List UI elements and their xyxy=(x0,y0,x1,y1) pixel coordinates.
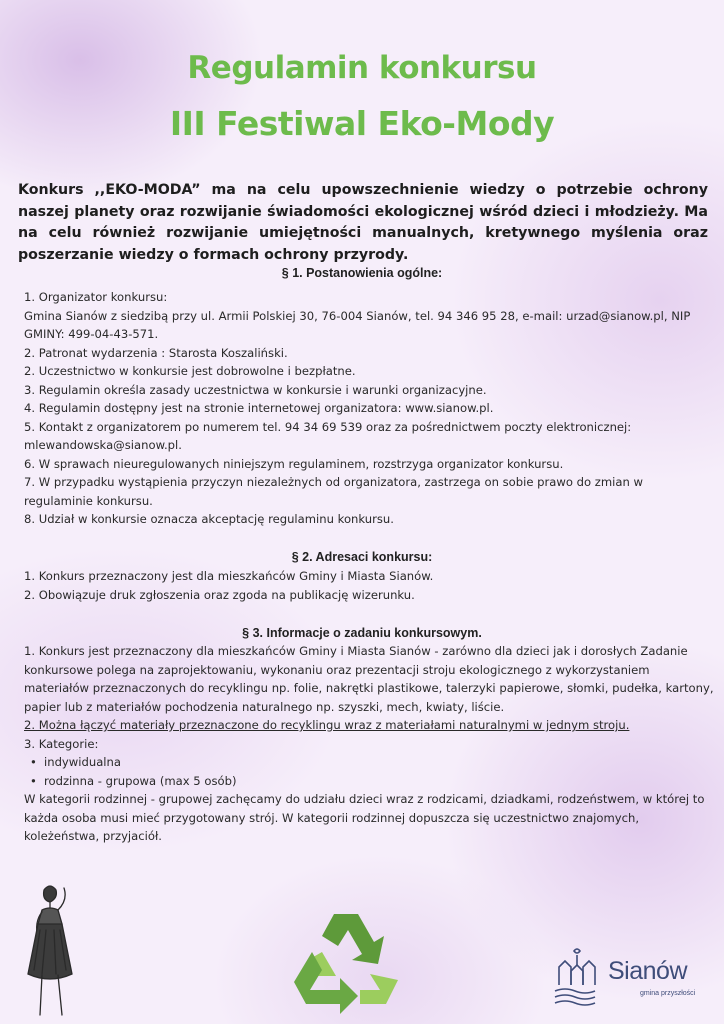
list-item: 2. Uczestnictwo w konkursie jest dobrowolne i bezpłatne. xyxy=(24,364,356,378)
list-item: 1. Konkurs przeznaczony jest dla mieszkańców Gminy i Miasta Sianów. xyxy=(24,569,434,583)
list-item: 5. Kontakt z organizatorem po numerem tel. 94 34 69 539 oraz za pośrednictwem poczty elektronicznej: mlewandowska@sianow.pl. xyxy=(24,419,632,452)
intro-paragraph: Konkurs ,,EKO-MODA” ma na celu upowszechnienie wiedzy o potrzebie ochrony naszej planety oraz rozwijanie świadomości ekologicznej wśród dzieci i młodzieży. Ma na celu również rozwijanie umiejętności manualnych, kretywnego myślenia oraz poszerzanie wiedzy o formach ochrony przyrody. xyxy=(18,182,708,263)
list-item: 4. Regulamin dostępny jest na stronie internetowej organizatora: www.sianow.pl. xyxy=(24,401,494,415)
section-2-list xyxy=(24,567,714,604)
section-3-heading: § 3. Informacje o zadaniu konkursowym. xyxy=(242,626,482,640)
category-bullet: • rodzinna - grupowa (max 5 osób) xyxy=(24,772,714,791)
list-item: 1. Organizator konkursu: xyxy=(24,290,168,304)
logo-name: Sianów xyxy=(608,957,687,985)
list-item: 8. Udział w konkursie oznacza akceptację regulaminu konkursu. xyxy=(24,512,394,526)
title-line-1: Regulamin konkursu xyxy=(187,50,537,86)
underlined-paragraph: 2. Można łączyć materiały przeznaczone do recyklingu wraz z materiałami naturalnymi w jednym stroju. xyxy=(24,718,630,732)
section-2-heading: § 2. Adresaci konkursu: xyxy=(291,550,433,564)
section-1-heading: § 1. Postanowienia ogólne: xyxy=(281,266,443,280)
title-line-2: III Festiwal Eko-Mody xyxy=(169,104,555,143)
list-item: 6. W sprawach nieuregulowanych niniejszym regulaminem, rozstrzyga organizator konkursu. xyxy=(24,456,564,471)
recycle-icon xyxy=(288,908,404,1018)
fashion-figure-illustration xyxy=(14,880,86,1020)
section-1-list xyxy=(24,288,714,529)
paragraph: 3. Kategorie: xyxy=(24,736,99,751)
section-3-body xyxy=(24,642,714,846)
list-item: 2. Patronat wydarzenia : Starosta Koszaliński. xyxy=(24,345,288,360)
list-item: Gmina Sianów z siedzibą przy ul. Armii Polskiej 30, 76-004 Sianów, tel. 94 346 95 28, e-mail: urzad@sianow.pl, NIP GMINY: 499-04-43-571. xyxy=(24,308,691,341)
category-bullet: • indywidualna xyxy=(24,753,714,772)
list-item: 3. Regulamin określa zasady uczestnictwa w konkursie i warunki organizacyjne. xyxy=(24,382,487,397)
paragraph: W kategorii rodzinnej - grupowej zachęcamy do udziału dzieci wraz z rodzicami, dziadkami, rodzeństwem, w której to każda osoba musi mieć przygotowany strój. W kategorii rodzinnej dopuszcza się uczestnictwo znajomych, koleżeństwa, przyjaciół. xyxy=(24,792,705,843)
list-item: 7. W przypadku wystąpienia przyczyn niezależnych od organizatora, zastrzega on sobie prawo do zmian w regulaminie konkursu. xyxy=(24,475,643,508)
paragraph: 1. Konkurs jest przeznaczony dla mieszkańców Gminy i Miasta Sianów - zarówno dla dzieci jak i dorosłych Zadanie konkursowe polega na zaprojektowaniu, wykonaniu oraz prezentacji stroju ekologicznego z wykorzystaniem materiałów przeznaczonych do recyklingu np. folie, nakrętki plastikowe, talerzyki papierowe, słomki, pudełka, kartony, papier lub z materiałów pochodzenia naturalnego np. szyszki, mech, kwiaty, liście. xyxy=(24,644,714,714)
logo-tagline: gmina przyszłości xyxy=(640,990,696,997)
list-item: 2. Obowiązuje druk zgłoszenia oraz zgoda na publikację wizerunku. xyxy=(24,587,415,602)
